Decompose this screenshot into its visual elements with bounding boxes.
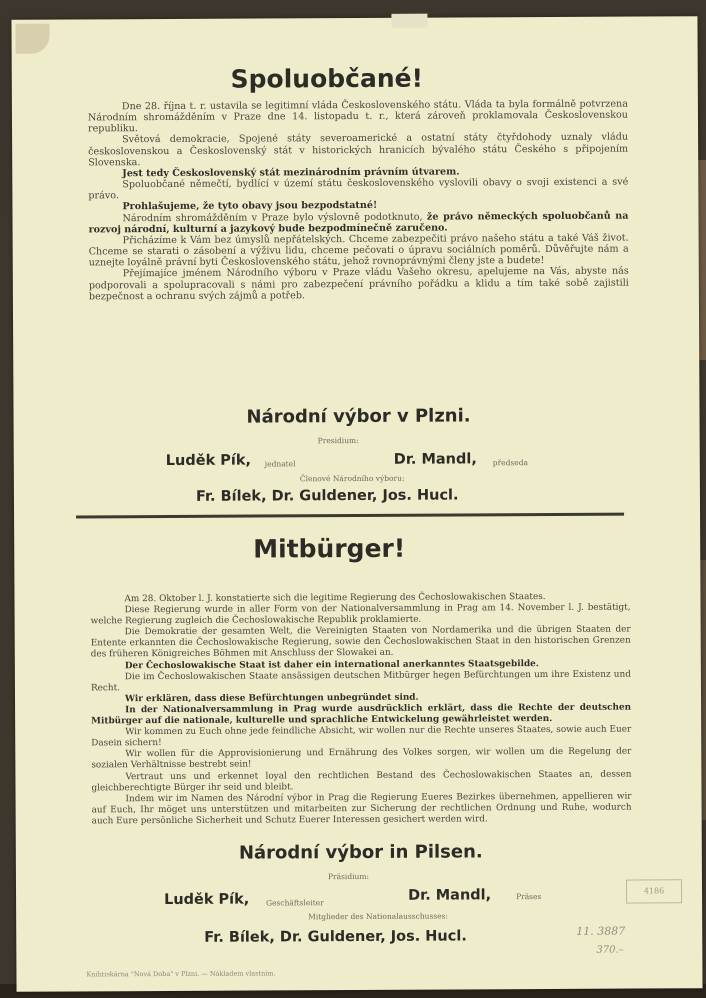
german-signatory-name: Luděk Pík, xyxy=(164,891,250,909)
czech-signatory-name: Dr. Mandl, xyxy=(393,451,477,468)
poster-sheet xyxy=(11,16,702,992)
german-body xyxy=(90,592,631,828)
handwritten-note: 11. 3887 xyxy=(576,924,626,938)
german-presidium-label: Präsidium: xyxy=(327,871,370,882)
german-paragraph-bold: Wir erklären, dass diese Befürchtungen unbegründet sind. xyxy=(124,692,419,705)
czech-members-label: Členové Národního výboru: xyxy=(299,473,405,484)
tape-strip xyxy=(391,14,427,28)
czech-text-bold: že právo německých spoluobčanů na rozvoj národní, kulturní a jazykový bude bezpodmínečně zaručeno. xyxy=(88,210,629,236)
czech-signature-title: Národní výbor v Plzni. xyxy=(246,405,471,428)
german-paragraph: Die im Čechoslowakischen Staate ansässigen deutschen Mitbürger hegen Befürchtungen um ihre Existenz und Recht. xyxy=(90,669,631,694)
czech-text: Národním shromážděním v Praze bylo výslovně podotknuto, xyxy=(122,211,423,224)
czech-paragraph-bold: Jest tedy Československý stát mezinárodním právním útvarem. xyxy=(122,166,460,180)
german-paragraph: Indem wir im Namen des Národní výbor in Prag die Regierung Eueres Bezirkes übernehmen, appellieren wir auf Euch, Ihr möget uns unterstützen und mitarbeiten zur Sicherung der rechtlichen Ordnung und Ruhe, wodurch auch Eure persönliche Sicherheit und Schutz Euerer Interessen gesichert werden wird. xyxy=(91,791,632,827)
german-paragraph-bold: In der Nationalversammlung in Prag wurde ausdrücklich erklärt, dass die Rechte der deutschen Mitbürger auf die nationale, kulturelle und sprachliche Entwickelung gewährleistet werden. xyxy=(91,702,632,727)
czech-signatory-role: předseda xyxy=(492,458,528,468)
german-paragraph: Die Demokratie der gesamten Welt, die Vereinigten Staaten von Nordamerika und die übrigen Staaten der Entente erkannten die Čechoslowakische Regierung, sowie den Čechoslowakischen Staat in den historischen Grenzen des früheren Königreiches Böhmen mit Anschluss der Slowakei an. xyxy=(90,624,631,660)
german-paragraph: Wir wollen für die Approvisionierung und Ernährung des Volkes sorgen, wir wollen um die Regelung der sozialen Verhältnisse bestrebt sein! xyxy=(91,746,632,771)
czech-paragraph: Přicházíme k Vám bez úmyslů nepřátelských. Chceme zabezpečiti právo našeho státu a také Váš život. Chceme se starati o zásobení a výživu lidu, chceme pečovati o úpravu sociálních poměrů. Důvěřujte nám a uznejte loyálně právní byti Československého státu, jehož rovnoprávnými členy jste a budete! xyxy=(88,232,629,269)
german-paragraph-bold: Der Čechoslowakische Staat ist daher ein international anerkanntes Staatsgebilde. xyxy=(124,658,539,671)
czech-signatory-name: Luděk Pík, xyxy=(165,452,252,470)
czech-presidium-label: Presidium: xyxy=(317,435,359,446)
czech-paragraph-mixed xyxy=(88,210,628,235)
german-paragraph: Diese Regierung wurde in aller Form von der Nationalversammlung in Prag am 14. November l. J. bestätigt, welche Regierung zugleich die Čechoslowakische Republik proklamierte. xyxy=(90,602,631,627)
section-divider xyxy=(76,513,624,519)
german-signatory-role: Geschäftsleiter xyxy=(266,898,324,908)
czech-heading: Spoluobčané! xyxy=(230,63,424,94)
german-members-label: Mitglieder des Nationalausschusses: xyxy=(308,911,449,922)
german-signature-title: Národní výbor in Pilsen. xyxy=(238,841,483,864)
german-paragraph: Am 28. Oktober l. J. konstatierte sich die legitime Regierung des Čechoslowakischen Staates. xyxy=(124,592,546,605)
czech-body xyxy=(88,99,629,303)
german-paragraph: Vertraut uns und erkennet loyal den rechtlichen Bestand des Čechoslowakischen Staates an, dessen gleichberechtigte Bürger ihr seid und bleibt. xyxy=(91,769,632,793)
czech-paragraph: Dne 28. října t. r. ustavila se legitimní vláda Československého státu. Vláda ta byla formálně potvrzena Národním shromážděním v Praze dne 14. listopadu t. r., která zároveň proklamovala Československou republiku. xyxy=(87,98,628,135)
german-signatory-name: Dr. Mandl, xyxy=(408,887,492,904)
german-heading: Mitbürger! xyxy=(253,533,406,564)
czech-paragraph-bold: Prohlašujeme, že tyto obavy jsou bezpodstatné! xyxy=(122,200,378,213)
czech-signatory-role: jednatel xyxy=(264,459,296,469)
printer-imprint: Knihtiskárna "Nová Doba" v Plzni. — Nákladem vlastním. xyxy=(86,969,276,979)
handwritten-price: 370.– xyxy=(596,944,624,956)
czech-paragraph: Světová demokracie, Spojené státy severoamerické a ostatní státy čtyřdohody uznaly vládu československou a Československý stát v historických hranicích bývalého státu Českého s připojením Slovenska. xyxy=(88,132,629,169)
czech-paragraph: Spoluobčané němečtí, bydlící v území státu československého vyslovili obavy o svoji existenci a své právo. xyxy=(88,176,629,202)
german-members-names: Fr. Bílek, Dr. Guldener, Jos. Hucl. xyxy=(204,928,467,946)
torn-corner xyxy=(15,24,49,54)
german-signatory-role: Präses xyxy=(516,892,542,902)
archive-stamp: 4186 xyxy=(626,879,682,903)
german-paragraph: Wir kommen zu Euch ohne jede feindliche Absicht, wir wollen nur die Rechte unseres Staates, sowie auch Euer Dasein sichern! xyxy=(91,724,632,749)
czech-members-names: Fr. Bílek, Dr. Guldener, Jos. Hucl. xyxy=(195,487,459,505)
czech-paragraph: Přejímajíce jménem Národního výboru v Praze vládu Vašeho okresu, apelujeme na Vás, abyste nás podporovali a spolupracovali s námi pro zabezpečení právního pořádku a klidu a tím také sobě zajistili bezpečnost a ochranu svých zájmů a potřeb. xyxy=(88,265,629,303)
